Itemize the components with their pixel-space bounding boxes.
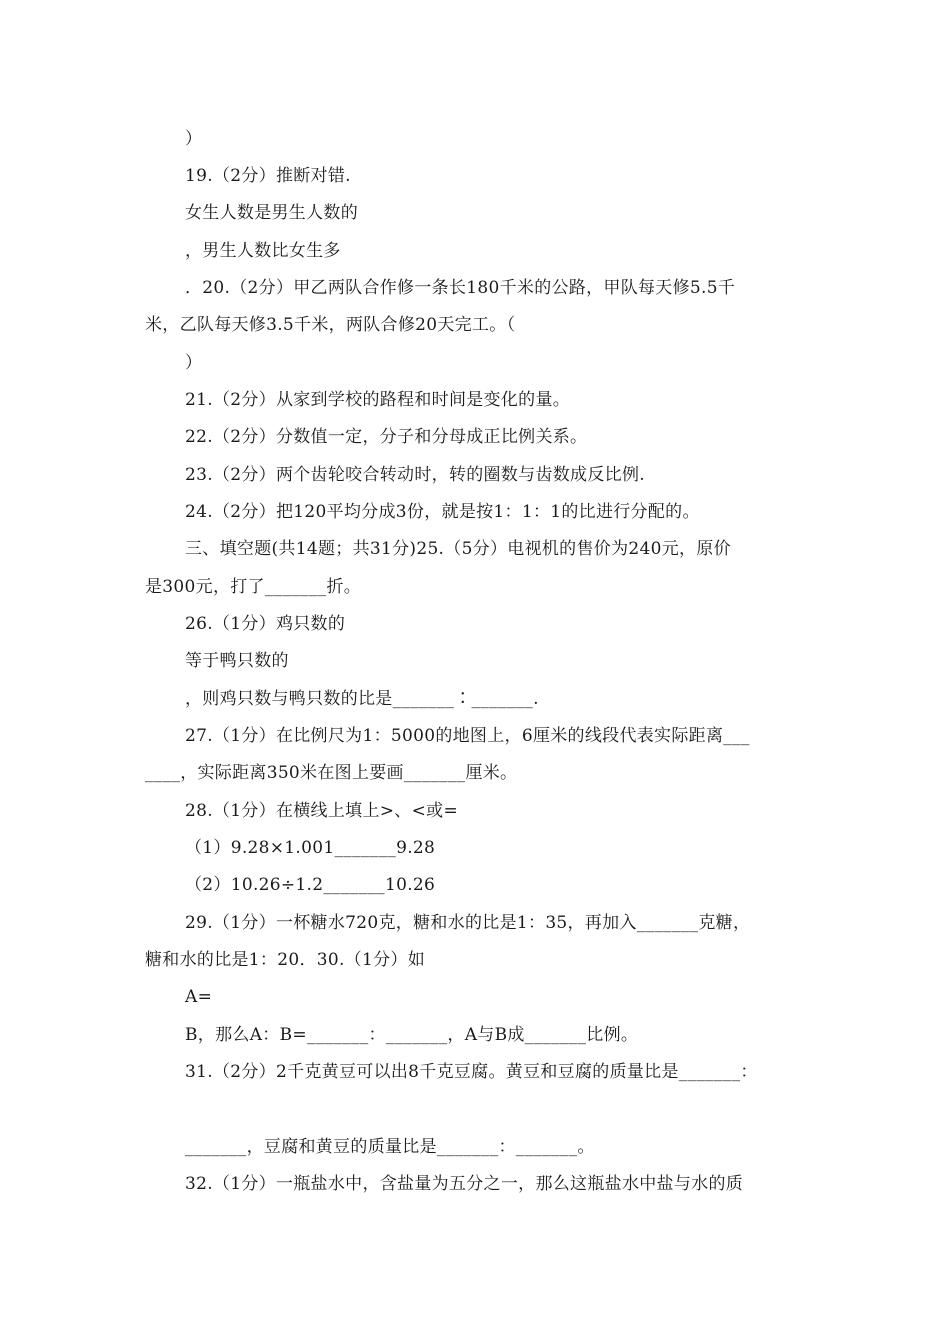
question-29: 29.（1分）一杯糖水720克，糖和水的比是1：35，再加入_______克糖， (185, 913, 751, 933)
text-line: 糖和水的比是1：20．30.（1分）如 (145, 950, 425, 970)
text-line: _______，豆腐和黄豆的质量比是_______：_______。 (185, 1137, 595, 1157)
question-31: 31.（2分）2千克黄豆可以出8千克豆腐。黄豆和豆腐的质量比是_______： (185, 1062, 758, 1082)
question-23: 23.（2分）两个齿轮咬合转动时，转的圈数与齿数成反比例. (185, 465, 645, 485)
question-32: 32.（1分）一瓶盐水中，含盐量为五分之一，那么这瓶盐水中盐与水的质 (185, 1174, 744, 1194)
question-24: 24.（2分）把120平均分成3份，就是按1：1：1的比进行分配的。 (185, 502, 700, 522)
question-28-part-1: （1）9.28×1.001_______9.28 (185, 838, 436, 858)
text-line: 女生人数是男生人数的 (185, 203, 358, 223)
text-line: ） (185, 353, 203, 373)
text-line: ） (185, 129, 203, 149)
text-line: ____，实际距离350米在图上要画_______厘米。 (145, 763, 518, 783)
question-21: 21.（2分）从家到学校的路程和时间是变化的量。 (185, 390, 571, 410)
section-heading-fill-in: 三、填空题(共14题；共31分)25.（5分）电视机的售价为240元，原价 (185, 539, 731, 559)
text-line: ，男生人数比女生多 (185, 241, 341, 261)
question-28: 28.（1分）在横线上填上>、<或= (185, 801, 458, 821)
question-22: 22.（2分）分数值一定，分子和分母成正比例关系。 (185, 427, 588, 447)
text-line: ，则鸡只数与鸭只数的比是_______∶_______. (185, 689, 539, 709)
question-20: ．20.（2分）甲乙两队合作修一条长180千米的公路，甲队每天修5.5千 (185, 278, 736, 298)
question-19: 19.（2分）推断对错. (185, 166, 351, 186)
question-26: 26.（1分）鸡只数的 (185, 614, 346, 634)
text-line: 等于鸭只数的 (185, 651, 289, 671)
question-27: 27.（1分）在比例尺为1：5000的地图上，6厘米的线段代表实际距离___ (185, 726, 750, 746)
question-28-part-2: （2）10.26÷1.2_______10.26 (185, 875, 436, 895)
text-line: 米，乙队每天修3.5千米，两队合修20天完工。（ (145, 315, 516, 335)
text-line: B，那么A：B=_______：_______，A与B成_______比例。 (185, 1025, 639, 1045)
text-line: A= (185, 987, 213, 1007)
text-line: 是300元，打了_______折。 (145, 577, 362, 597)
